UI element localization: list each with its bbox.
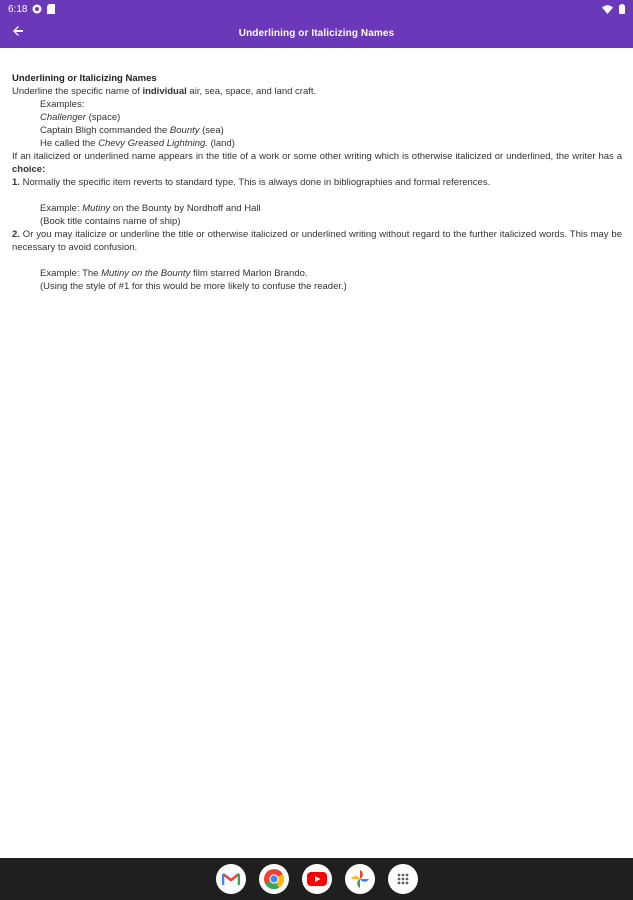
intro-bold: individual: [142, 86, 187, 97]
gmail-icon[interactable]: [216, 864, 246, 894]
example-land-text: He called the: [40, 138, 99, 149]
item-1-example: [12, 202, 622, 228]
choice-bold: choice:: [12, 164, 46, 175]
status-right: [602, 4, 625, 14]
item-1-text: Normally the specific item reverts to standard type. This is always done in bibliographies and formal references.: [19, 177, 491, 188]
example-space: [12, 111, 622, 124]
status-bar: [0, 0, 633, 18]
example-land-italic: Chevy Greased Lightning.: [98, 138, 208, 149]
example-sea-italic: Bounty: [169, 125, 200, 136]
example-sea-end: (sea): [199, 125, 224, 136]
choice-paragraph: [12, 150, 622, 176]
item-2-example-rest: film starred Marlon Brando.: [190, 268, 308, 279]
photos-icon[interactable]: [345, 864, 375, 894]
article-content: [12, 72, 622, 293]
item-2-example-note: (Using the style of #1 for this would be more likely to confuse the reader.): [40, 281, 347, 292]
back-button[interactable]: [6, 21, 30, 45]
example-sea: [12, 124, 622, 137]
example-sea-text: Captain Bligh commanded the: [40, 125, 170, 136]
item-2-example-prefix: Example: The: [40, 268, 102, 279]
example-space-rest: (space): [85, 112, 121, 123]
item-1-example-prefix: Example:: [40, 203, 83, 214]
item-2: [12, 228, 622, 254]
intro-paragraph: [12, 85, 622, 98]
item-1-example-rest: on the Bounty by Nordhoff and Hall: [110, 203, 261, 214]
intro-text-end: air, sea, space, and land craft.: [186, 86, 317, 97]
notification-icon: [32, 4, 42, 14]
item-1-example-note: (Book title contains name of ship): [40, 216, 181, 227]
app-bar: [0, 18, 633, 48]
example-land: [12, 137, 622, 150]
examples-label: Examples:: [40, 99, 85, 110]
taskbar: [0, 858, 633, 900]
page-title: Underlining or Italicizing Names: [238, 27, 395, 39]
status-time: 6:18: [8, 3, 28, 15]
item-1-example-line: [40, 202, 622, 215]
item-1-example-italic: Mutiny: [82, 203, 111, 214]
status-left: [8, 4, 55, 15]
item-2-text: Or you may italicize or underline the title or otherwise italicized or underlined writing without regard to the further italicized words. This may be necessary to avoid confusion.: [12, 229, 622, 253]
item-2-example-line: [40, 267, 622, 280]
choice-text: If an italicized or underlined name appears in the title of a work or some other writing which is otherwise italicized or underlined, the writer has a: [12, 151, 622, 162]
wifi-icon: [602, 5, 613, 14]
battery-icon: [619, 4, 625, 14]
item-2-example: [12, 267, 622, 293]
arrow-back-icon: [12, 24, 24, 42]
intro-text: Underline the specific name of: [12, 86, 143, 97]
item-2-number: 2.: [12, 229, 20, 240]
item-1-number: 1.: [12, 177, 20, 188]
example-land-end: (land): [207, 138, 235, 149]
youtube-icon[interactable]: [302, 864, 332, 894]
item-2-example-italic: Mutiny on the Bounty: [101, 268, 191, 279]
item-1: [12, 176, 622, 189]
example-space-italic: Challenger: [40, 112, 86, 123]
article-heading: Underlining or Italicizing Names: [12, 73, 157, 84]
app-drawer-icon[interactable]: [388, 864, 418, 894]
sd-card-icon: [47, 4, 55, 14]
chrome-icon[interactable]: [259, 864, 289, 894]
